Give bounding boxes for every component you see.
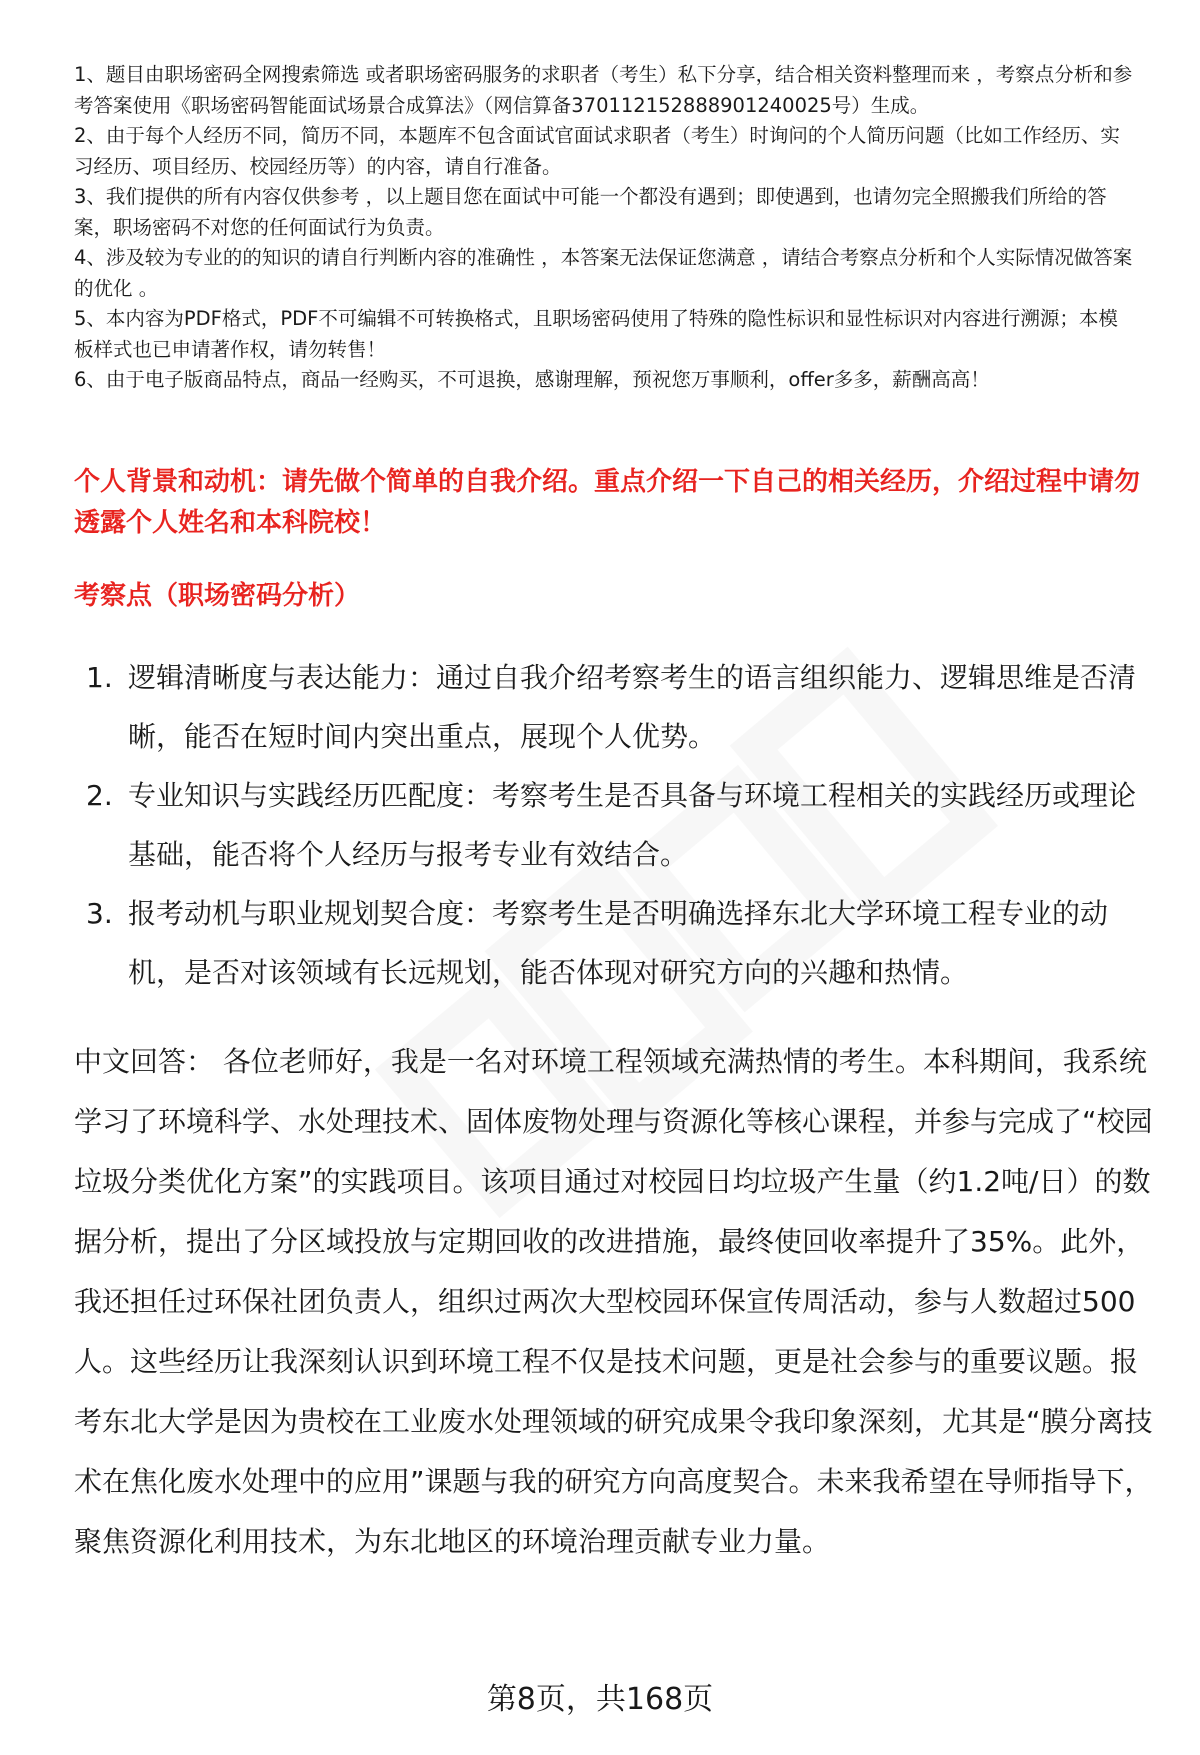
assessment-point xyxy=(74,648,1154,766)
assessment-point xyxy=(74,884,1154,1002)
assessment-points-list xyxy=(74,648,1154,1002)
point-text: 报考动机与职业规划契合度：考察考生是否明确选择东北大学环境工程专业的动机，是否对该领域有长远规划，能否体现对研究方向的兴趣和热情。 xyxy=(128,897,1109,989)
disclaimer-item: 5、本内容为PDF格式，PDF不可编辑不可转换格式，且职场密码使用了特殊的隐性标识和显性标识对内容进行溯源；本模板样式也已申请著作权，请勿转售！ xyxy=(74,307,1118,361)
disclaimer-item: 4、涉及较为专业的的知识的请自行判断内容的准确性 ，本答案无法保证您满意 ，请结合考察点分析和个人实际情况做答案的优化 。 xyxy=(74,246,1133,300)
point-text: 专业知识与实践经历匹配度：考察考生是否具备与环境工程相关的实践经历或理论基础，能否将个人经历与报考专业有效结合。 xyxy=(128,779,1137,871)
interview-question: 个人背景和动机：请先做个简单的自我介绍。重点介绍一下自己的相关经历，介绍过程中请勿透露个人姓名和本科院校！ xyxy=(74,467,1141,538)
assessment-point xyxy=(74,766,1154,884)
point-number: 3. xyxy=(86,897,113,930)
disclaimer-item: 6、由于电子版商品特点，商品一经购买，不可退换，感谢理解，预祝您万事顺利，offer多多，薪酬高高！ xyxy=(74,368,990,391)
page-number: 第8页，共168页 xyxy=(486,1682,714,1717)
point-number: 1. xyxy=(86,661,113,694)
point-number: 2. xyxy=(86,779,113,812)
disclaimer-item: 1、题目由职场密码全网搜索筛选 或者职场密码服务的求职者（考生）私下分享，结合相关资料整理而来 ，考察点分析和参考答案使用《职场密码智能面试场景合成算法》（网信算备370112152888901240025号）生成。 xyxy=(74,63,1133,117)
point-text: 逻辑清晰度与表达能力：通过自我介绍考察考生的语言组织能力、逻辑思维是否清晰，能否在短时间内突出重点，展现个人优势。 xyxy=(128,661,1137,753)
disclaimer-item: 2、由于每个人经历不同，简历不同，本题库不包含面试官面试求职者（考生）时询问的个人简历问题（比如工作经历、实习经历、项目经历、校园经历等）的内容，请自行准备。 xyxy=(74,124,1120,178)
sample-answer: 中文回答： 各位老师好，我是一名对环境工程领域充满热情的考生。本科期间，我系统学习了环境科学、水处理技术、固体废物处理与资源化等核心课程，并参与完成了“校园垃圾分类优化方案”的实践项目。该项目通过对校园日均垃圾产生量（约1.2吨/日）的数据分析，提出了分区域投放与定期回收的改进措施，最终使回收率提升了35%。此外，我还担任过环保社团负责人，组织过两次大型校园环保宣传周活动，参与人数超过500人。这些经历让我深刻认识到环境工程不仅是技术问题，更是社会参与的重要议题。报考东北大学是因为贵校在工业废水处理领域的研究成果令我印象深刻，尤其是“膜分离技术在焦化废水处理中的应用”课题与我的研究方向高度契合。未来我希望在导师指导下，聚焦资源化利用技术，为东北地区的环境治理贡献专业力量。 xyxy=(74,1045,1153,1558)
analysis-section-title: 考察点（职场密码分析） xyxy=(74,581,361,611)
disclaimer-item: 3、我们提供的所有内容仅供参考 ，以上题目您在面试中可能一个都没有遇到；即使遇到，也请勿完全照搬我们所给的答案，职场密码不对您的任何面试行为负责。 xyxy=(74,185,1107,239)
disclaimer-list xyxy=(74,60,1134,396)
